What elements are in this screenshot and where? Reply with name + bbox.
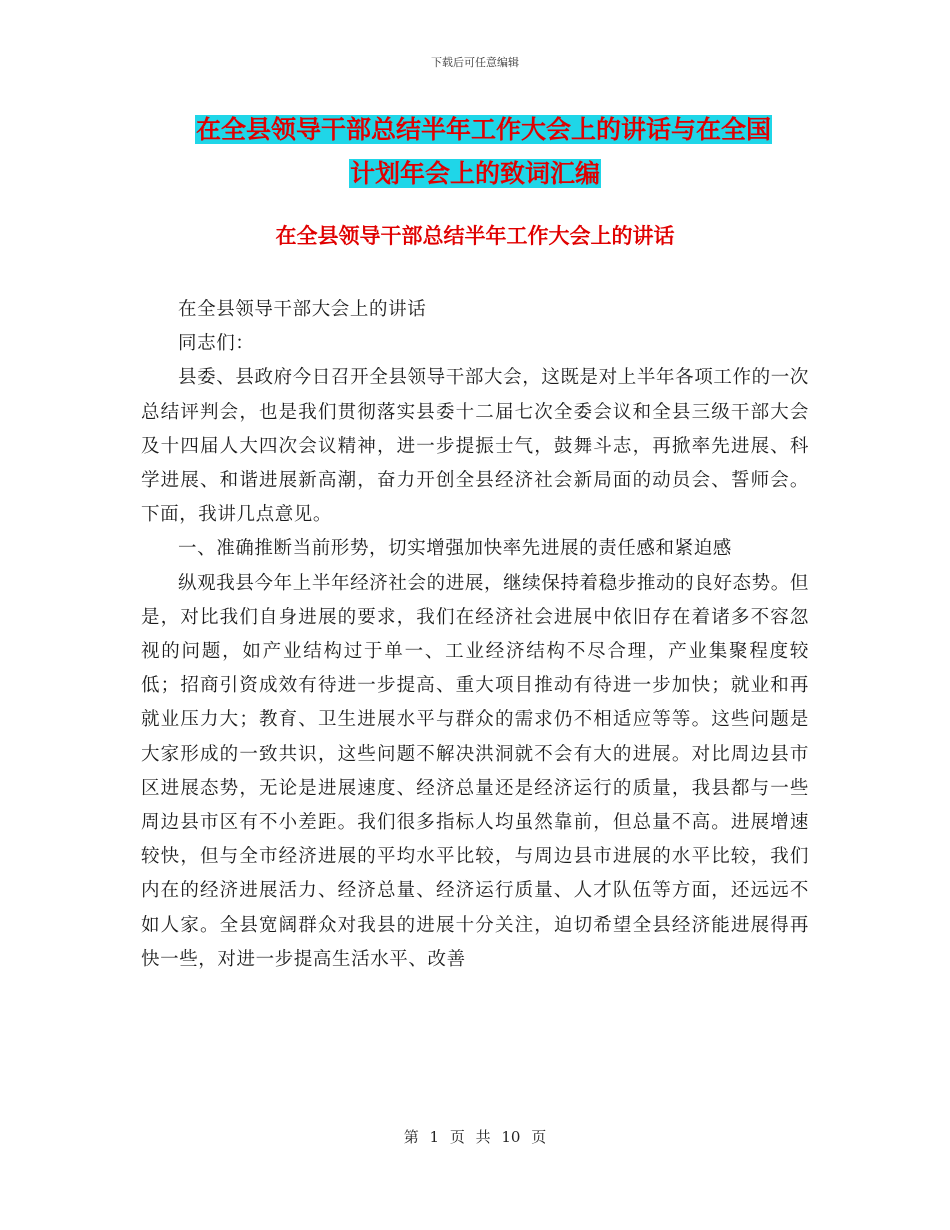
title-line-1: 在全县领导干部总结半年工作大会上的讲话与在全国 (196, 115, 772, 144)
section-title: 在全县领导干部总结半年工作大会上的讲话 (275, 224, 675, 248)
title-line-2: 计划年会上的致词汇编 (349, 159, 600, 188)
document-title (140, 108, 810, 196)
paragraph: 在全县领导干部大会上的讲话 (178, 299, 427, 320)
paragraph: 一、准确推断当前形势，切实增强加快率先进展的责任感和紧迫感 (178, 538, 732, 560)
page-number: 第 1 页 共 10 页 (403, 1128, 547, 1146)
paragraph: 县委、县政府今日召开全县领导干部大会，这既是对上半年各项工作的一次总结评判会，也是我们贯彻落实县委十二届七次全委会议和全县三级干部大会及十四届人大四次会议精神，进一步提振士气，鼓舞斗志，再掀率先进展、科学进展、和谐进展新高潮，奋力开创全县经济社会新局面的动员会、誓师会。下面，我讲几点意见。 (141, 367, 809, 526)
header-note: 下载后可任意编辑 (431, 56, 519, 69)
paragraph: 同志们： (178, 333, 255, 355)
paragraph: 纵观我县今年上半年经济社会的进展，继续保持着稳步推动的良好态势。但是，对比我们自身进展的要求，我们在经济社会进展中依旧存在着诸多不容忽视的问题，如产业结构过于单一、工业经济结构不尽合理，产业集聚程度较低；招商引资成效有待进一步提高、重大项目推动有待进一步加快；就业和再就业压力大；教育、卫生进展水平与群众的需求仍不相适应等等。这些问题是大家形成的一致共识，这些问题不解决洪洞就不会有大的进展。对比周边县市区进展态势，无论是进展速度、经济总量还是经济运行的质量，我县都与一些周边县市区有不小差距。我们很多指标人均虽然靠前，但总量不高。进展增速较快，但与全市经济进展的平均水平比较，与周边县市进展的水平比较，我们内在的经济进展活力、经济总量、经济运行质量、人才队伍等方面，还远远不如人家。全县宽阔群众对我县的进展十分关注，迫切希望全县经济能进展得再快一些，对进一步提高生活水平、改善 (141, 572, 809, 970)
document-body (141, 293, 809, 977)
